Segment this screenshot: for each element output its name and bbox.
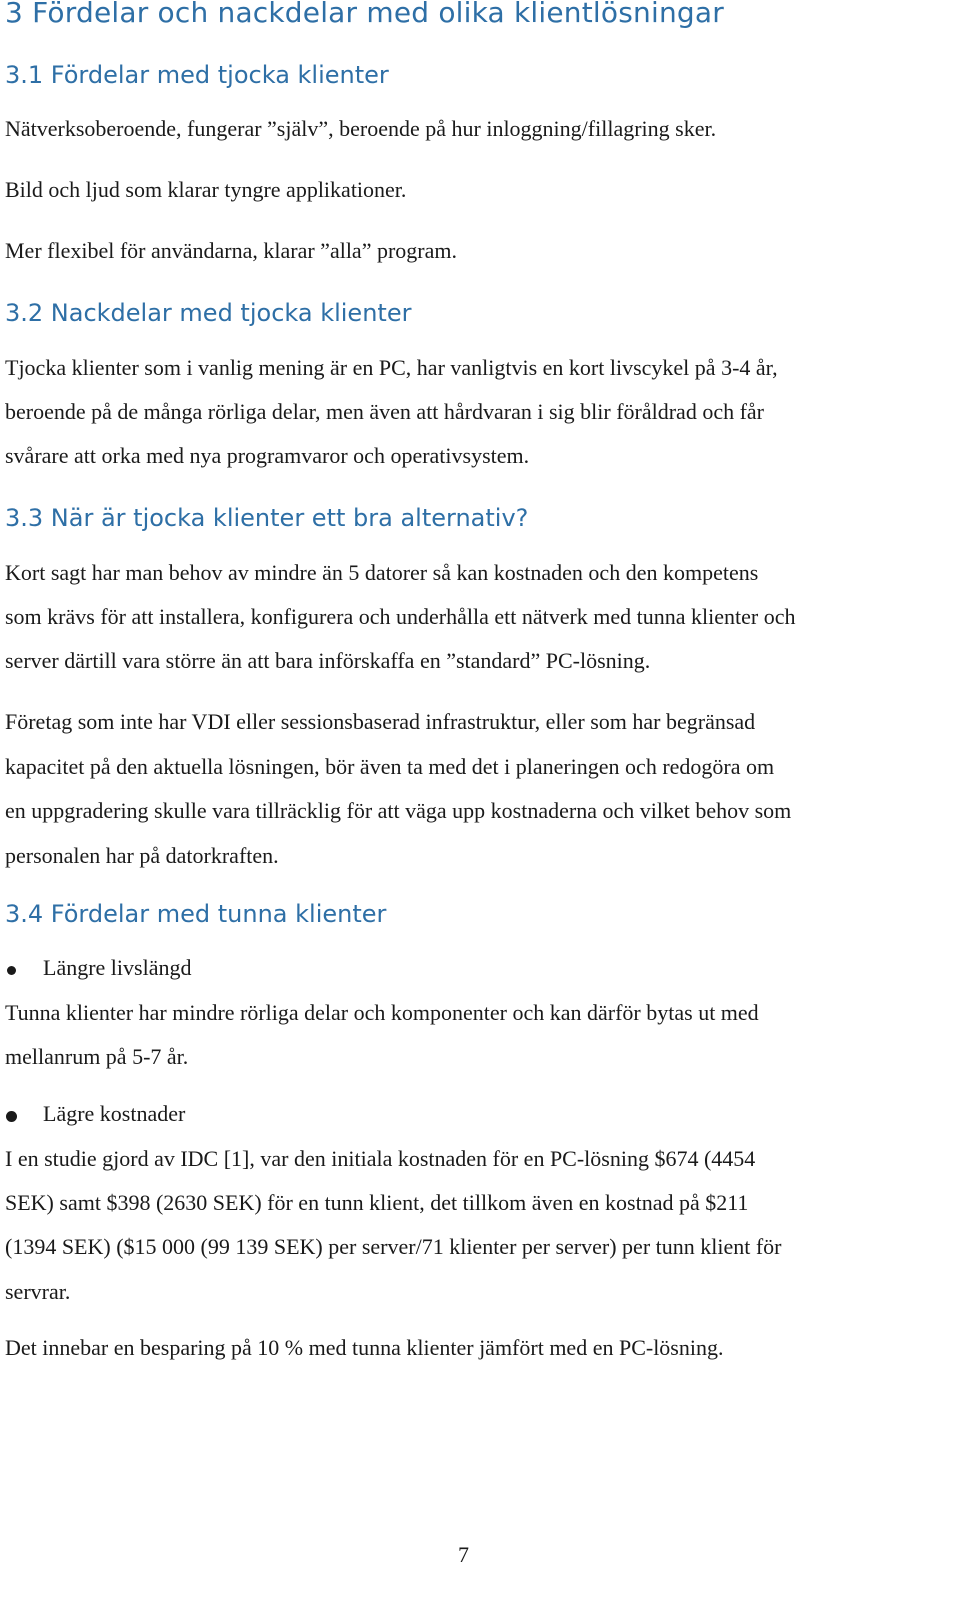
page-number: 7: [458, 1542, 469, 1567]
paragraph-line: Kort sagt har man behov av mindre än 5 datorer så kan kostnaden och den kompetens: [5, 560, 759, 585]
subsection-heading-3-1: 3.1 Fördelar med tjocka klienter: [5, 61, 389, 89]
paragraph-line: Bild och ljud som klarar tyngre applikationer.: [5, 177, 407, 202]
paragraph-line: Tunna klienter har mindre rörliga delar och komponenter och kan därför bytas ut med: [5, 1000, 759, 1025]
paragraph-line: svårare att orka med nya programvaror och operativsystem.: [5, 443, 530, 468]
paragraph-line: beroende på de många rörliga delar, men även att hårdvaran i sig blir föråldrad och får: [5, 399, 764, 424]
subsection-heading-3-3: 3.3 När är tjocka klienter ett bra alternativ?: [5, 504, 529, 532]
section-heading: 3 Fördelar och nackdelar med olika klientlösningar: [5, 0, 724, 29]
paragraph-line: SEK) samt $398 (2630 SEK) för en tunn klient, det tillkom även en kostnad på $211: [5, 1190, 749, 1215]
paragraph-line: Nätverksoberoende, fungerar ”själv”, beroende på hur inloggning/fillagring sker.: [5, 116, 717, 141]
subsection-heading-3-2: 3.2 Nackdelar med tjocka klienter: [5, 299, 412, 327]
bullet-label: Lägre kostnader: [43, 1101, 186, 1126]
paragraph-line: kapacitet på den aktuella lösningen, bör även ta med det i planeringen och redogöra om: [5, 754, 775, 779]
paragraph-line: mellanrum på 5-7 år.: [5, 1044, 189, 1069]
paragraph-line: Mer flexibel för användarna, klarar ”alla” program.: [5, 238, 457, 263]
subsection-heading-3-4: 3.4 Fördelar med tunna klienter: [5, 900, 387, 928]
bullet-dot-icon: [6, 1111, 17, 1122]
paragraph-line: en uppgradering skulle vara tillräcklig för att väga upp kostnaderna och vilket behov som: [5, 798, 792, 823]
bullet-dot-icon: [7, 966, 16, 975]
paragraph-line: (1394 SEK) ($15 000 (99 139 SEK) per server/71 klienter per server) per tunn klient för: [5, 1234, 782, 1259]
conclusion-line: Det innebar en besparing på 10 % med tunna klienter jämfört med en PC-lösning.: [5, 1335, 724, 1360]
paragraph-line: Företag som inte har VDI eller sessionsbaserad infrastruktur, eller som har begränsad: [5, 709, 756, 734]
paragraph-line: som krävs för att installera, konfigurera och underhålla ett nätverk med tunna klienter och: [5, 604, 796, 629]
paragraph-line: servrar.: [5, 1279, 71, 1304]
paragraph-line: personalen har på datorkraften.: [5, 843, 279, 868]
paragraph-line: server därtill vara större än att bara införskaffa en ”standard” PC-lösning.: [5, 648, 651, 673]
bullet-label: Längre livslängd: [43, 955, 192, 980]
paragraph-line: I en studie gjord av IDC [1], var den initiala kostnaden för en PC-lösning $674 (4454: [5, 1146, 756, 1171]
paragraph-line: Tjocka klienter som i vanlig mening är en PC, har vanligtvis en kort livscykel på 3-4 år,: [5, 355, 778, 380]
